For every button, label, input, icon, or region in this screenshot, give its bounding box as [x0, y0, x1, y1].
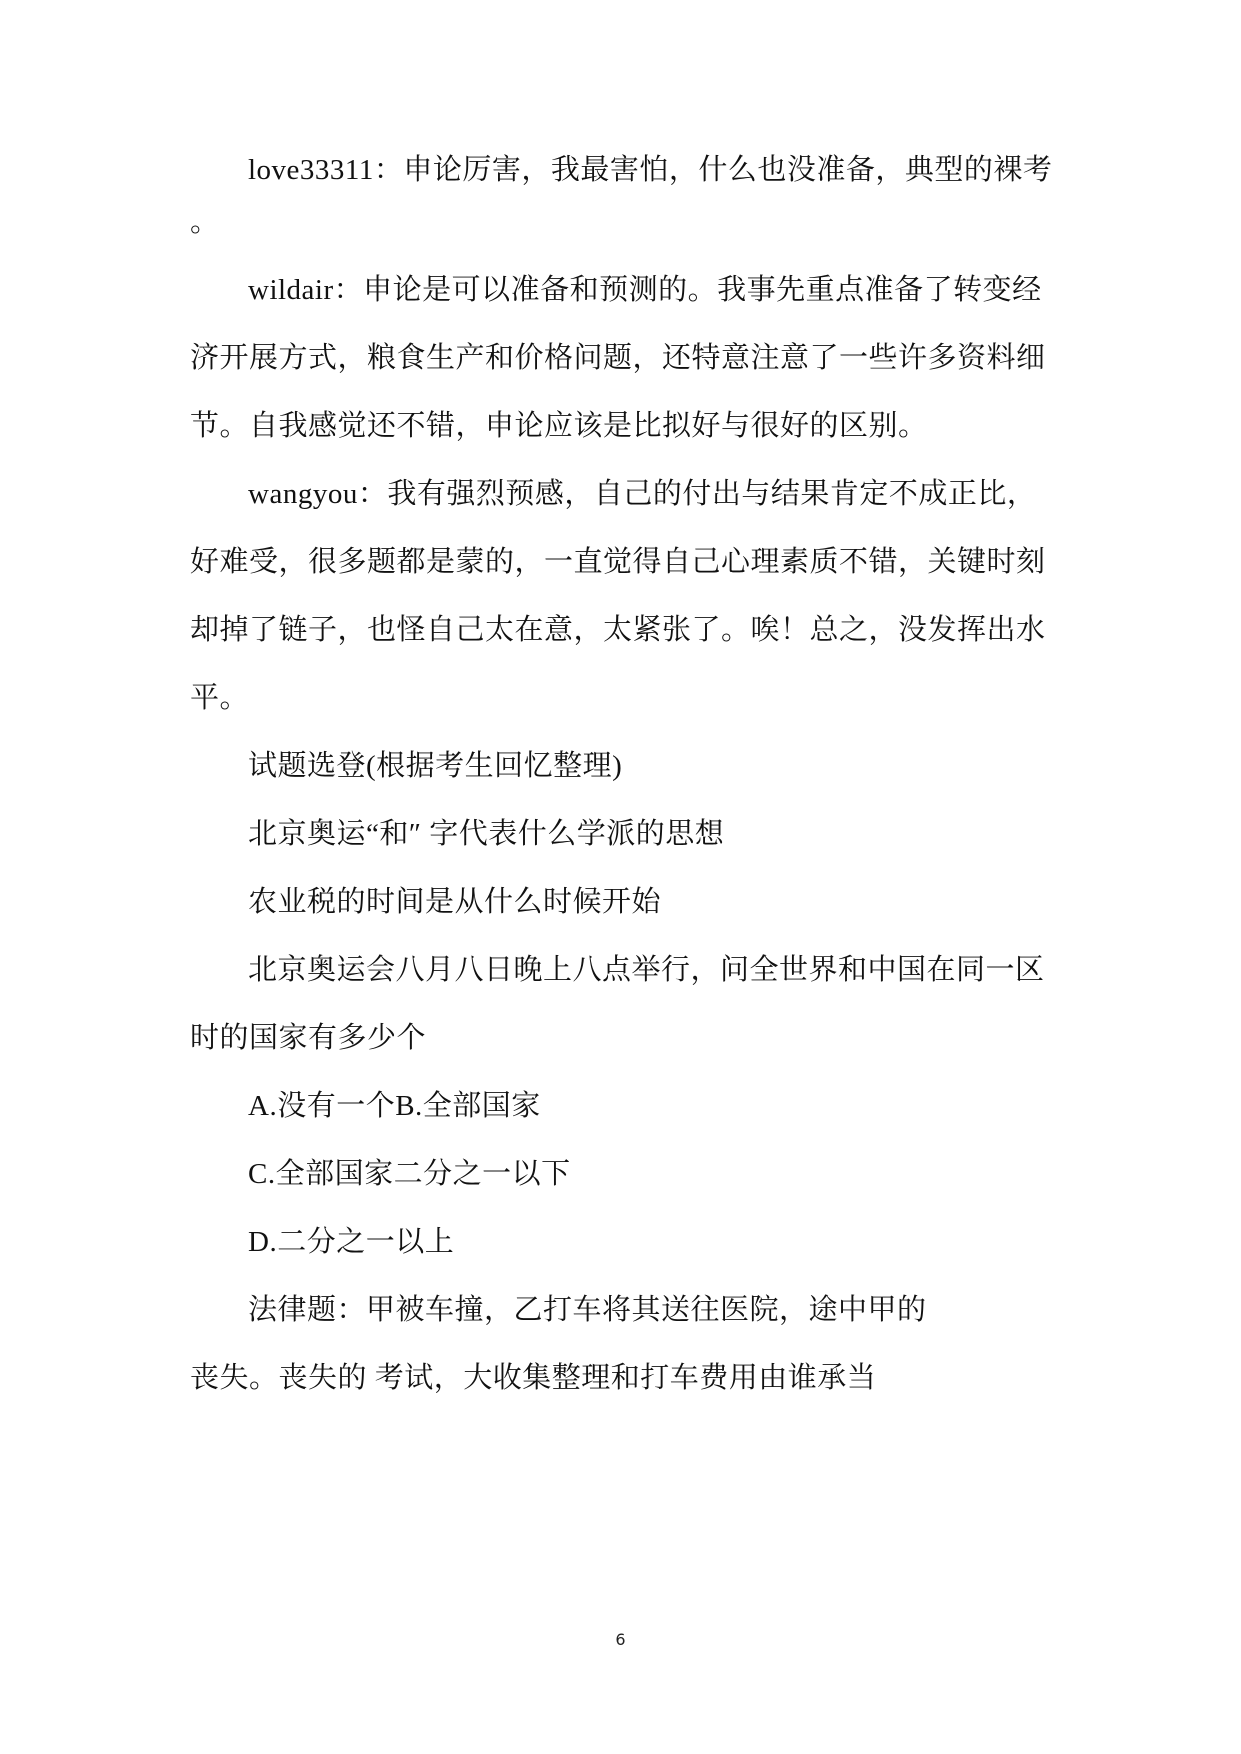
text-line-8: 却掉了链子，也怪自己太在意，太紧张了。唉！总之，没发挥出水: [190, 614, 1046, 646]
text-line-16: C.全部国家二分之一以下: [248, 1158, 571, 1190]
text-line-3: wildair：申论是可以准备和预测的。我事先重点准备了转变经: [248, 274, 1042, 306]
text-line-2: 。: [190, 206, 220, 238]
text-line-7: 好难受，很多题都是蒙的，一直觉得自己心理素质不错，关键时刻: [190, 546, 1046, 578]
text-line-6: wangyou：我有强烈预感，自己的付出与结果肯定不成正比，: [248, 478, 1037, 510]
text-line-1: love33311：申论厉害，我最害怕，什么也没准备，典型的裸考: [248, 154, 1053, 186]
text-line-14: 时的国家有多少个: [190, 1022, 427, 1054]
text-line-10: 试题选登(根据考生回忆整理): [248, 750, 623, 782]
text-line-9: 平。: [190, 682, 250, 714]
text-line-15: A.没有一个B.全部国家: [248, 1090, 541, 1122]
text-line-4: 济开展方式，粮食生产和价格问题，还特意注意了一些许多资料细: [190, 342, 1046, 374]
text-line-11: 北京奥运“和″ 字代表什么学派的思想: [248, 818, 725, 850]
text-line-13: 北京奥运会八月八日晚上八点举行，问全世界和中国在同一区: [248, 954, 1045, 986]
text-line-12: 农业税的时间是从什么时候开始: [248, 886, 662, 918]
text-line-5: 节。自我感觉还不错，申论应该是比拟好与很好的区别。: [190, 410, 928, 442]
text-line-17: D.二分之一以上: [248, 1226, 455, 1258]
page-number: 6: [615, 1630, 626, 1649]
text-line-18: 法律题：甲被车撞，乙打车将其送往医院，途中甲的: [248, 1294, 927, 1326]
text-line-19: 丧失。丧失的 考试，大收集整理和打车费用由谁承当: [190, 1362, 877, 1394]
